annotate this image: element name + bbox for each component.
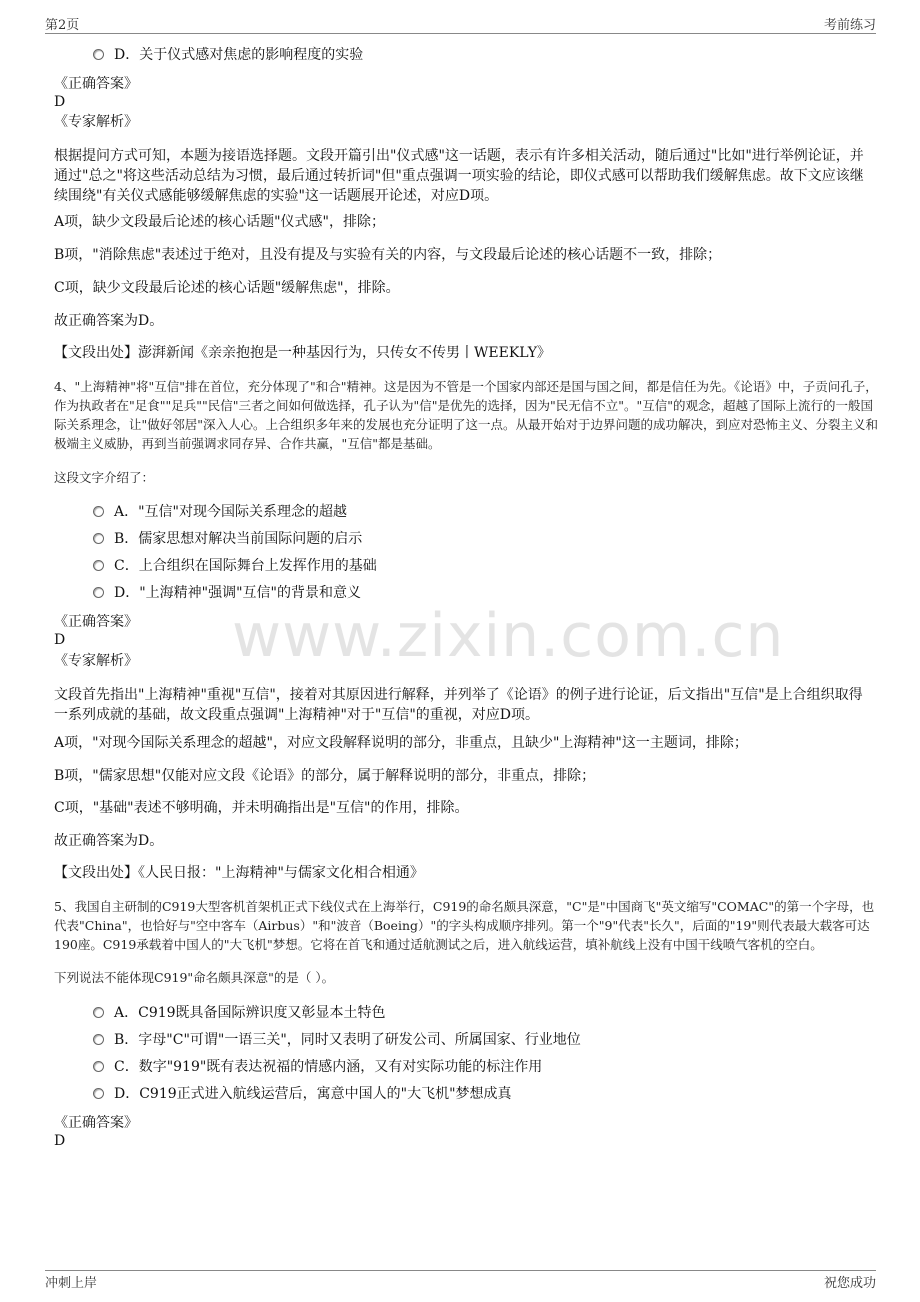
answer-value: D bbox=[54, 1133, 66, 1149]
q4-option-c[interactable] bbox=[93, 557, 377, 575]
q3-option-d[interactable] bbox=[93, 46, 363, 64]
option-text: B．字母"C"可谓"一语三关"，同时又表明了研发公司、所属国家、行业地位 bbox=[114, 1032, 581, 1048]
option-text: B．儒家思想对解决当前国际问题的启示 bbox=[114, 531, 363, 547]
question-prompt: 这段文字介绍了： bbox=[54, 470, 155, 485]
q5-option-b[interactable] bbox=[93, 1031, 581, 1049]
radio-icon[interactable] bbox=[93, 1034, 104, 1045]
analysis-paragraph: B项，"消除焦虑"表述过于绝对，且没有提及与实验有关的内容，与文段最后论述的核心话题不一致，排除； bbox=[54, 247, 722, 263]
radio-icon[interactable] bbox=[93, 1061, 104, 1072]
source-citation: 【文段出处】《人民日报："上海精神"与儒家文化相合相通》 bbox=[54, 865, 424, 881]
radio-icon[interactable] bbox=[93, 1007, 104, 1018]
analysis-paragraph: 故正确答案为D。 bbox=[54, 833, 164, 849]
radio-icon[interactable] bbox=[93, 506, 104, 517]
option-text: A．C919既具备国际辨识度又彰显本土特色 bbox=[114, 1005, 386, 1021]
q5-option-a[interactable] bbox=[93, 1004, 386, 1022]
radio-icon[interactable] bbox=[93, 587, 104, 598]
source-citation: 【文段出处】澎湃新闻《亲亲抱抱是一种基因行为，只传女不传男丨WEEKLY》 bbox=[54, 345, 551, 361]
q4-option-d[interactable] bbox=[93, 584, 361, 602]
answer-label: 《正确答案》 bbox=[54, 76, 138, 92]
option-text: C．数字"919"既有表达祝福的情感内涵，又有对实际功能的标注作用 bbox=[114, 1059, 543, 1075]
analysis-paragraph: 根据提问方式可知，本题为接语选择题。文段开篇引出"仪式感"这一话题，表示有许多相关活动，随后通过"比如"进行举例论证，并通过"总之"将这些活动总结为习惯，最后通过转折词"但"重点强调一项实验的结论，即仪式感可以帮助我们缓解焦虑。故下文应该继续围绕"有关仪式感能够缓解焦虑的实验"这一话题展开论述，对应D项。 bbox=[54, 148, 864, 204]
q4-option-a[interactable] bbox=[93, 503, 347, 521]
q5-option-d[interactable] bbox=[93, 1085, 512, 1103]
radio-icon[interactable] bbox=[93, 560, 104, 571]
option-text: D．C919正式进入航线运营后，寓意中国人的"大飞机"梦想成真 bbox=[114, 1086, 512, 1102]
page-number: 第2页 bbox=[45, 18, 80, 33]
answer-value: D bbox=[54, 94, 66, 110]
answer-label: 《正确答案》 bbox=[54, 1115, 138, 1131]
analysis-paragraph: 故正确答案为D。 bbox=[54, 313, 164, 329]
analysis-paragraph: C项，缺少文段最后论述的核心话题"缓解焦虑"，排除。 bbox=[54, 280, 400, 296]
option-text: C．上合组织在国际舞台上发挥作用的基础 bbox=[114, 558, 377, 574]
analysis-paragraph: B项，"儒家思想"仅能对应文段《论语》的部分，属于解释说明的部分，非重点，排除； bbox=[54, 768, 596, 784]
analysis-label: 《专家解析》 bbox=[54, 653, 138, 669]
analysis-paragraph: 文段首先指出"上海精神"重视"互信"，接着对其原因进行解释，并列举了《论语》的例子进行论证，后文指出"互信"是上合组织取得一系列成就的基础，故文段重点强调"上海精神"对于"互信"的重视，对应D项。 bbox=[54, 687, 863, 723]
option-text: D．关于仪式感对焦虑的影响程度的实验 bbox=[114, 47, 364, 63]
q4-option-b[interactable] bbox=[93, 530, 362, 548]
footer-divider bbox=[45, 1270, 876, 1271]
page-header-title: 考前练习 bbox=[823, 18, 876, 33]
header-divider bbox=[45, 33, 876, 34]
radio-icon[interactable] bbox=[93, 1088, 104, 1099]
question-stem: 4、"上海精神"将"互信"排在首位，充分体现了"和合"精神。这是因为不管是一个国家内部还是国与国之间，都是信任为先。《论语》中，子贡问孔子，作为执政者在"足食""足兵""民信"三者之间如何做选择，孔子认为"信"是优先的选择，因为"民无信不立"。"互信"的观念，超越了国际上流行的一般国际关系理念，让"做好邻居"深入人心。上合组织多年来的发展也充分证明了这一点。从最开始对于边界问题的成功解决，到应对恐怖主义、分裂主义和极端主义威胁，再到当前强调求同存异、合作共赢，"互信"都是基础。 bbox=[54, 379, 879, 451]
analysis-paragraph: C项，"基础"表述不够明确，并未明确指出是"互信"的作用，排除。 bbox=[54, 800, 469, 816]
watermark: www.zixin.com.cn bbox=[232, 601, 785, 671]
radio-icon[interactable] bbox=[93, 533, 104, 544]
question-stem: 5、我国自主研制的C919大型客机首架机正式下线仪式在上海举行，C919的命名颇具深意，"C"是"中国商飞"英文缩写"COMAC"的第一个字母，也代表"China"，也恰好与"空中客车（Airbus）"和"波音（Boeing）"的字头构成顺序排列。第一个"9"代表"长久"，后面的"19"则代表最大载客可达190座。C919承载着中国人的"大飞机"梦想。它将在首飞和通过适航测试之后，进入航线运营，填补航线上没有中国干线喷气客机的空白。 bbox=[54, 899, 875, 952]
footer-left: 冲刺上岸 bbox=[45, 1276, 98, 1291]
analysis-paragraph: A项，缺少文段最后论述的核心话题"仪式感"，排除； bbox=[54, 214, 385, 230]
radio-icon[interactable] bbox=[93, 49, 104, 60]
answer-value: D bbox=[54, 632, 66, 648]
answer-label: 《正确答案》 bbox=[54, 614, 138, 630]
option-text: A．"互信"对现今国际关系理念的超越 bbox=[114, 504, 347, 520]
analysis-paragraph: A项，"对现今国际关系理念的超越"，对应文段解释说明的部分，非重点，且缺少"上海精神"这一主题词，排除； bbox=[54, 735, 748, 751]
option-text: D．"上海精神"强调"互信"的背景和意义 bbox=[114, 585, 361, 601]
footer-right: 祝您成功 bbox=[823, 1276, 876, 1291]
q5-option-c[interactable] bbox=[93, 1058, 542, 1076]
question-prompt: 下列说法不能体现C919"命名颇具深意"的是（ ）。 bbox=[54, 970, 335, 985]
analysis-label: 《专家解析》 bbox=[54, 114, 138, 130]
